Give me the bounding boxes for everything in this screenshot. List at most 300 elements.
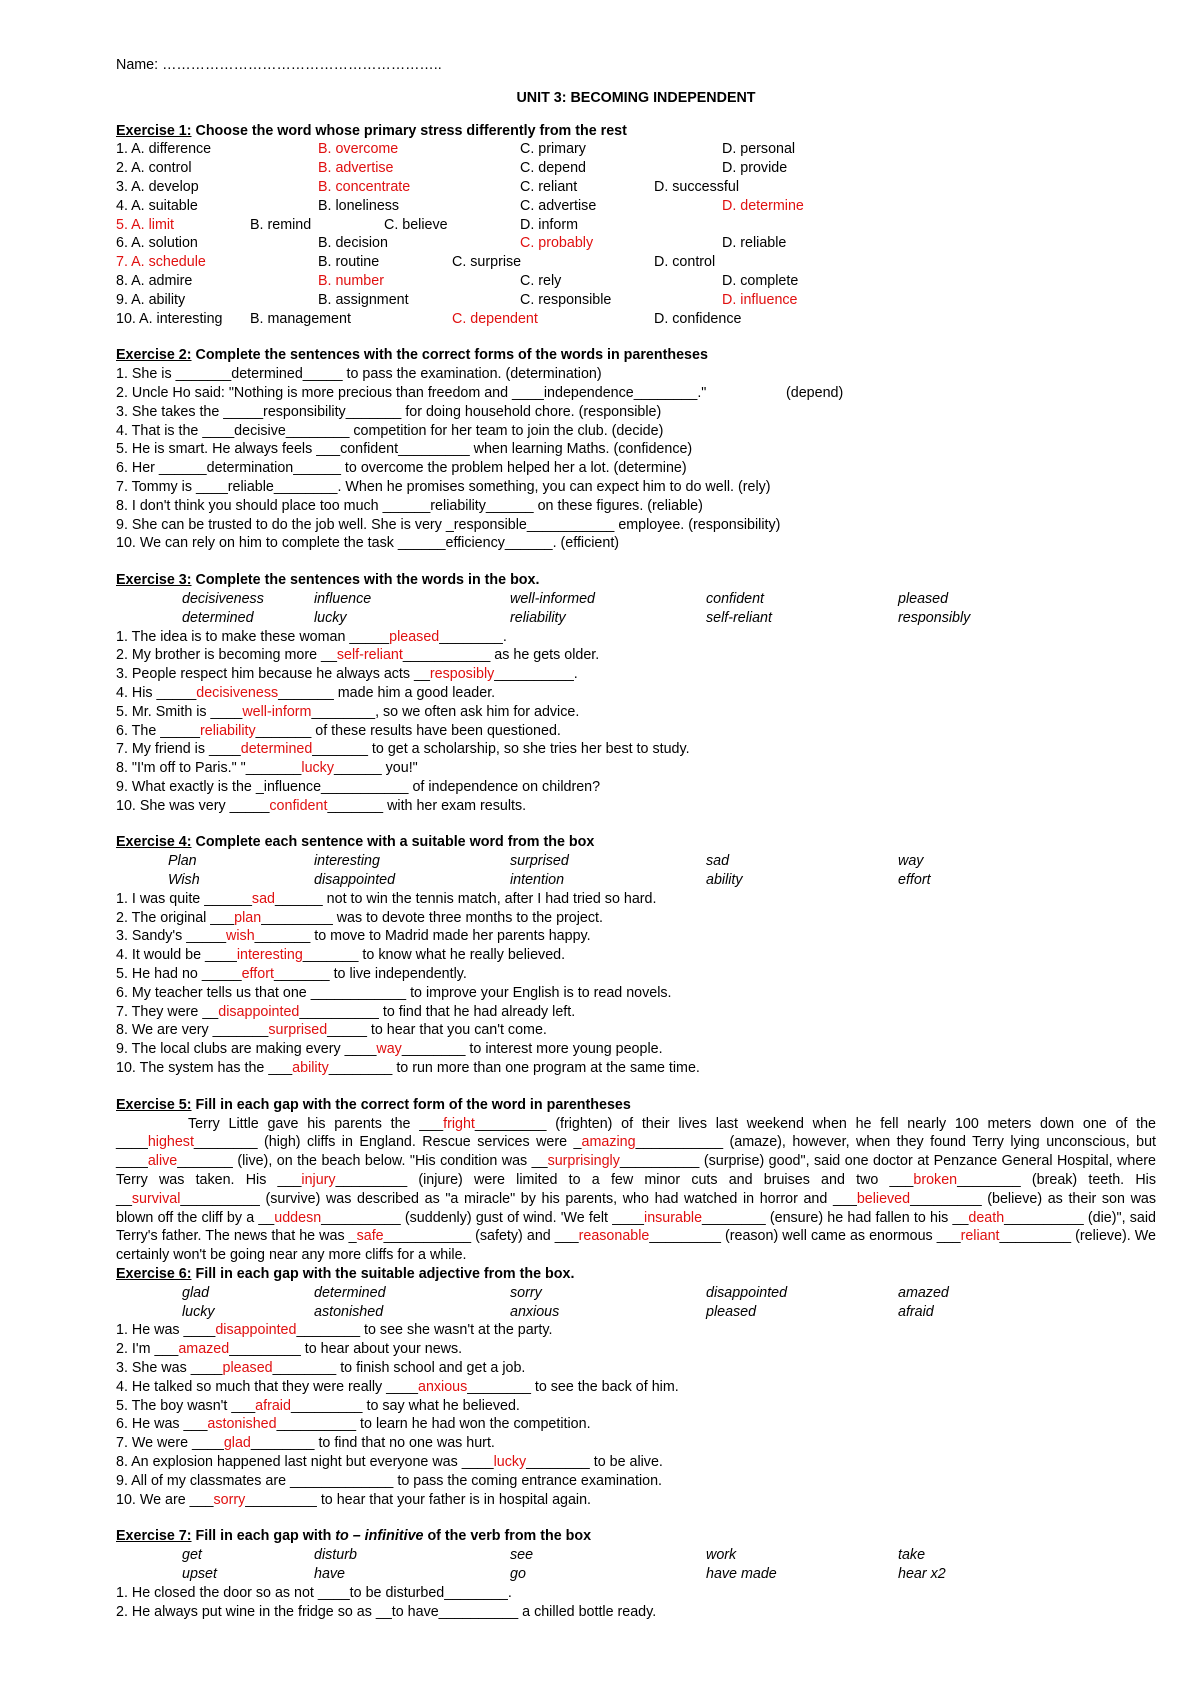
- ex5-passage: [116, 1115, 1156, 1265]
- ex2-sentence-text: 7. Tommy is ____reliable________. When he promises something, you can expect him to do well. (rely): [116, 478, 771, 495]
- ex3-sentence-start: 10. She was very _____: [116, 797, 270, 814]
- ex3-box-row: [116, 590, 1156, 609]
- ex1-option-d: D. control: [654, 254, 716, 271]
- ex5-text: ________ (break) teeth. His __: [116, 1172, 1156, 1207]
- ex3-box-word: self-reliant: [706, 609, 772, 626]
- ex7-box-word: have made: [706, 1565, 777, 1582]
- ex6-sentence: [116, 1359, 1156, 1378]
- ex6-box-word: determined: [314, 1284, 386, 1301]
- ex3-box-word: lucky: [314, 609, 347, 626]
- ex5-text: __________ (surprise) good", said one doctor at Penzance General Hospital, where Terry was taken. His ___: [116, 1153, 1157, 1189]
- ex6-sentence-start: 4. He talked so much that they were really ____: [116, 1378, 418, 1395]
- ex1-question-row: [116, 216, 1156, 235]
- ex2-sentence-text: 1. She is _______determined_____ to pass the examination. (determination): [116, 366, 602, 383]
- ex4-box-word: interesting: [314, 853, 380, 870]
- ex2-heading: [116, 346, 1156, 365]
- ex1-option-a: 3. A. develop: [116, 178, 199, 195]
- ex3-sentence-start: 7. My friend is ____: [116, 741, 241, 758]
- ex6-word-box: [116, 1284, 1156, 1322]
- ex1-option-b: B. advertise: [318, 160, 394, 177]
- ex3-sentence: [116, 628, 1156, 647]
- ex4-sentence-end: _______ to live independently.: [273, 966, 467, 983]
- ex6-sentence: [116, 1340, 1156, 1359]
- ex1-option-a: 1. A. difference: [116, 141, 212, 158]
- ex5-text: ________ (ensure) he had fallen to his __: [702, 1209, 969, 1226]
- ex3-sentence: [116, 684, 1156, 703]
- ex2-label: Exercise 2:: [116, 347, 192, 364]
- ex1-question-row: [116, 178, 1156, 197]
- ex4-sentence-start: 10. The system has the ___: [116, 1060, 293, 1077]
- ex5-answer: amazing: [581, 1134, 636, 1151]
- ex7-box-word: take: [898, 1547, 926, 1564]
- ex2-instruction: Complete the sentences with the correct forms of the words in parentheses: [191, 347, 708, 364]
- ex7-box-word: work: [706, 1547, 737, 1564]
- ex4-label: Exercise 4:: [116, 834, 192, 851]
- ex7-word-box: [116, 1546, 1156, 1584]
- ex6-sentence-start: 5. The boy wasn't ___: [116, 1397, 256, 1414]
- ex1-question-row: [116, 197, 1156, 216]
- ex1-option-b: B. number: [318, 272, 384, 289]
- ex4-sentence-start: 2. The original ___: [116, 909, 235, 926]
- ex6-box-row: [116, 1284, 1156, 1303]
- ex1-option-a: 7. A. schedule: [116, 254, 206, 271]
- ex6-box-word: lucky: [182, 1303, 215, 1320]
- ex1-option-c: C. primary: [520, 141, 586, 158]
- ex1-option-b: B. remind: [250, 216, 312, 233]
- ex7-box-word: hear x2: [898, 1565, 946, 1582]
- ex3-box-word: reliability: [510, 609, 566, 626]
- ex5-answer: highest: [147, 1134, 194, 1151]
- ex6-box-word: sorry: [510, 1284, 542, 1301]
- ex6-sentence-end: ________ to find that no one was hurt.: [250, 1435, 495, 1452]
- ex1-instruction: Choose the word whose primary stress differently from the rest: [191, 122, 627, 139]
- ex2-sentence-text: 9. She can be trusted to do the job well. She is very _responsible___________ employee. (responsibility): [116, 516, 781, 533]
- ex4-answer: effort: [241, 966, 274, 983]
- ex1-option-c: C. responsible: [520, 291, 612, 308]
- ex2-sentence: [116, 440, 1156, 459]
- ex6-sentence-end: _________ to hear about your news.: [229, 1341, 463, 1358]
- ex2-sentence-text: 5. He is smart. He always feels ___confident_________ when learning Maths. (confidence): [116, 441, 693, 458]
- ex4-answer: way: [376, 1041, 402, 1058]
- ex1-option-c: C. surprise: [452, 254, 522, 271]
- ex6-box-row: [116, 1303, 1156, 1322]
- ex5-heading: [116, 1096, 1156, 1115]
- ex4-box-word: intention: [510, 872, 565, 889]
- ex6-sentence-start: 8. An explosion happened last night but everyone was ____: [116, 1453, 494, 1470]
- ex3-sentence: [116, 665, 1156, 684]
- ex6-answer: sorry: [213, 1491, 246, 1508]
- ex5-label: Exercise 5:: [116, 1096, 192, 1113]
- ex3-box-word: pleased: [898, 590, 949, 607]
- ex3-sentence-end: ______ you!": [333, 760, 418, 777]
- ex6-box-word: amazed: [898, 1284, 949, 1301]
- ex3-box-word: responsibly: [898, 609, 971, 626]
- ex3-sentence: [116, 740, 1156, 759]
- ex4-list: [116, 890, 1156, 1078]
- ex3-box-word: determined: [182, 609, 254, 626]
- ex3-sentence-end: __________.: [494, 666, 578, 683]
- ex5-text: _________ (reason) well came as enormous ___: [649, 1228, 961, 1245]
- ex1-question-row: [116, 234, 1156, 253]
- ex3-answer: resposibly: [429, 666, 495, 683]
- ex5-text: ___________ (amaze), however, when they found Terry lying unconscious, but ____: [116, 1134, 1156, 1170]
- ex4-sentence-start: 3. Sandy's _____: [116, 928, 227, 945]
- ex3-sentence-end: ________.: [439, 628, 507, 645]
- ex7-box-word: have: [314, 1565, 346, 1582]
- ex7-instruction-a: Fill in each gap with: [191, 1528, 336, 1545]
- ex5-answer: believed: [856, 1190, 911, 1207]
- ex1-option-b: B. management: [250, 310, 351, 327]
- ex6-instruction: Fill in each gap with the suitable adjective from the box.: [191, 1266, 575, 1283]
- ex4-box-word: effort: [898, 872, 931, 889]
- ex1-option-c: C. reliant: [520, 178, 578, 195]
- ex3-answer: decisiveness: [196, 684, 279, 701]
- ex1-option-a: 6. A. solution: [116, 235, 198, 252]
- ex1-option-c: C. believe: [384, 216, 448, 233]
- ex7-instruction-c: of the verb from the box: [423, 1528, 592, 1545]
- ex6-sentence-start: 10. We are ___: [116, 1491, 214, 1508]
- ex4-sentence-start: 6. My teacher tells us that one ____________ to improve your English is to read novels.: [116, 984, 672, 1001]
- ex5-answer: uddesn: [274, 1209, 322, 1226]
- ex3-answer: reliability: [200, 722, 256, 739]
- ex1-option-b: B. routine: [318, 254, 380, 271]
- ex2-sentence-text: 10. We can rely on him to complete the task ______efficiency______. (efficient): [116, 535, 620, 552]
- ex3-sentence-end: ________, so we often ask him for advice.: [311, 703, 580, 720]
- ex1-option-b: B. assignment: [318, 291, 409, 308]
- ex1-option-d: D. complete: [722, 272, 799, 289]
- ex6-list: [116, 1321, 1156, 1509]
- ex5-text: _________ (believe) as their son was blown off the cliff by a __: [116, 1190, 1157, 1226]
- ex3-box-word: decisiveness: [182, 590, 264, 607]
- ex5-text: __________ (suddenly) gust of wind. 'We felt ____: [321, 1209, 645, 1226]
- ex5-text: _________ (relieve). We certainly won't be going near any more cliffs for a while.: [116, 1228, 1156, 1264]
- ex6-answer: astonished: [207, 1416, 277, 1433]
- ex2-sentence-text: 6. Her ______determination______ to overcome the problem helped her a lot. (determine): [116, 460, 687, 477]
- ex3-box-word: well-informed: [510, 590, 596, 607]
- ex4-answer: ability: [292, 1060, 329, 1077]
- ex1-option-a: 10. A. interesting: [116, 310, 223, 327]
- ex4-sentence: [116, 1021, 1156, 1040]
- ex4-sentence: [116, 1003, 1156, 1022]
- ex4-answer: interesting: [236, 947, 303, 964]
- ex1-question-row: [116, 310, 1156, 329]
- ex7-sentence-text: 2. He always put wine in the fridge so as __to have__________ a chilled bottle ready.: [116, 1603, 657, 1620]
- ex3-sentence-start: 1. The idea is to make these woman _____: [116, 628, 390, 645]
- ex5-answer: surprisingly: [547, 1153, 620, 1170]
- ex5-answer: alive: [147, 1153, 178, 1170]
- ex4-word-box: [116, 852, 1156, 890]
- ex5-answer: broken: [913, 1172, 958, 1189]
- ex3-answer: lucky: [301, 760, 334, 777]
- ex3-sentence-end: _______ of these results have been questioned.: [255, 722, 561, 739]
- ex3-instruction: Complete the sentences with the words in the box.: [191, 572, 540, 589]
- ex4-answer: surprised: [268, 1022, 328, 1039]
- ex2-sentence: [116, 478, 1156, 497]
- ex3-sentence-end: _______ with her exam results.: [327, 797, 527, 814]
- ex1-option-d: D. confidence: [654, 310, 742, 327]
- ex7-box-word: get: [182, 1547, 202, 1564]
- ex1-option-a: 8. A. admire: [116, 272, 193, 289]
- ex7-box-row: [116, 1565, 1156, 1584]
- ex1-question-row: [116, 272, 1156, 291]
- ex7-sentence: [116, 1584, 1156, 1603]
- ex3-sentence-start: 2. My brother is becoming more __: [116, 647, 337, 664]
- ex1-option-d: D. reliable: [722, 235, 787, 252]
- ex4-box-word: ability: [706, 872, 743, 889]
- ex6-sentence: [116, 1434, 1156, 1453]
- ex6-answer: afraid: [255, 1397, 291, 1414]
- ex4-sentence: [116, 1059, 1156, 1078]
- ex5-text: _________ (injure) were limited to a few minor cuts and bruises and two ___: [335, 1172, 914, 1189]
- ex1-option-c: C. advertise: [520, 197, 597, 214]
- ex5-text: ________ (high) cliffs in England. Rescue services were _: [193, 1134, 582, 1151]
- ex1-option-d: D. personal: [722, 141, 796, 158]
- ex7-list: [116, 1584, 1156, 1622]
- ex1-question-row: [116, 253, 1156, 272]
- ex2-sentence: [116, 365, 1156, 384]
- ex6-sentence-end: _________ to hear that your father is in hospital again.: [245, 1491, 592, 1508]
- ex2-sentence: [116, 459, 1156, 478]
- ex3-box-word: influence: [314, 590, 372, 607]
- ex1-option-b: B. concentrate: [318, 178, 411, 195]
- ex6-box-word: afraid: [898, 1303, 934, 1320]
- ex6-sentence-end: ________ to finish school and get a job.: [272, 1360, 526, 1376]
- ex1-option-a: 4. A. suitable: [116, 197, 198, 214]
- ex3-heading: [116, 571, 1156, 590]
- ex4-sentence-start: 7. They were __: [116, 1003, 219, 1020]
- ex6-box-word: astonished: [314, 1303, 384, 1320]
- ex5-answer: insurable: [644, 1209, 703, 1226]
- ex1-option-d: D. successful: [654, 178, 740, 195]
- ex4-box-word: surprised: [510, 853, 569, 870]
- ex5-answer: reliant: [960, 1228, 1000, 1245]
- ex3-sentence: [116, 797, 1156, 816]
- ex7-sentence-text: 1. He closed the door so as not ____to be disturbed________.: [116, 1584, 512, 1601]
- ex4-sentence-end: _______ to move to Madrid made her parents happy.: [254, 928, 591, 945]
- ex4-box-word: sad: [706, 853, 730, 870]
- ex2-sentence: [116, 534, 1156, 553]
- ex4-sentence: [116, 890, 1156, 909]
- ex7-box-row: [116, 1546, 1156, 1565]
- ex5-text: _________ (frighten) of their lives last weekend when he fell nearly 100 meters down one of the ____: [116, 1115, 1157, 1151]
- ex4-sentence-end: _____ to hear that you can't come.: [327, 1022, 547, 1039]
- ex3-sentence-end: ___________ as he gets older.: [402, 647, 600, 664]
- ex2-list: [116, 365, 1156, 553]
- ex3-answer: pleased: [389, 628, 440, 645]
- ex6-label: Exercise 6:: [116, 1266, 192, 1283]
- ex4-box-word: disappointed: [314, 872, 396, 889]
- ex6-sentence: [116, 1453, 1156, 1472]
- ex6-box-word: glad: [182, 1284, 210, 1301]
- ex1-question-row: [116, 159, 1156, 178]
- ex3-answer: self-reliant: [336, 647, 403, 664]
- ex4-answer: wish: [226, 928, 255, 945]
- ex4-sentence-end: __________ to find that he had already left.: [299, 1003, 576, 1020]
- ex4-box-word: Wish: [168, 872, 200, 889]
- ex1-option-c: C. probably: [520, 235, 594, 252]
- ex3-sentence-start: 5. Mr. Smith is ____: [116, 703, 243, 720]
- ex4-heading: [116, 833, 1156, 852]
- ex2-sentence: [116, 384, 1156, 403]
- ex6-answer: glad: [223, 1435, 251, 1452]
- ex4-sentence: [116, 965, 1156, 984]
- ex2-sentence-text: 4. That is the ____decisive________ competition for her team to join the club. (decide): [116, 422, 664, 439]
- ex6-answer: disappointed: [215, 1322, 297, 1339]
- name-line: Name: …………………………………………………..: [116, 57, 442, 73]
- ex4-sentence-start: 5. He had no _____: [116, 966, 242, 983]
- ex2-sentence-text: 8. I don't think you should place too much ______reliability______ on these figures. (reliable): [116, 497, 703, 514]
- ex1-label: Exercise 1:: [116, 122, 192, 139]
- ex3-sentence: [116, 703, 1156, 722]
- ex3-list: [116, 628, 1156, 816]
- ex1-option-c: C. rely: [520, 272, 562, 289]
- ex3-word-box: [116, 590, 1156, 628]
- ex4-answer: sad: [251, 890, 275, 907]
- ex6-sentence-start: 2. I'm ___: [116, 1341, 179, 1358]
- ex6-sentence-start: 7. We were ____: [116, 1435, 224, 1452]
- ex4-sentence: [116, 927, 1156, 946]
- ex5-answer: reasonable: [578, 1228, 650, 1245]
- ex6-sentence-end: _________ to say what he believed.: [290, 1397, 520, 1414]
- ex4-sentence-start: 9. The local clubs are making every ____: [116, 1041, 377, 1058]
- ex3-sentence: [116, 646, 1156, 665]
- ex6-sentence-end: ________ to see she wasn't at the party.: [296, 1322, 553, 1339]
- ex6-box-word: pleased: [706, 1303, 757, 1320]
- ex2-sentence: [116, 516, 1156, 535]
- ex2-sentence-text: 3. She takes the _____responsibility_______ for doing household chore. (responsible): [116, 403, 662, 420]
- ex3-sentence-end: _______ to get a scholarship, so she tries her best to study.: [312, 741, 690, 758]
- ex1-question-row: [116, 140, 1156, 159]
- ex5-text: __________ (survive) was described as "a miracle" by his parents, who had watched in horror and ___: [180, 1190, 857, 1207]
- ex1-option-b: B. loneliness: [318, 197, 400, 214]
- ex3-label: Exercise 3:: [116, 572, 192, 589]
- ex6-answer: lucky: [493, 1453, 527, 1470]
- ex1-option-b: B. overcome: [318, 141, 399, 158]
- ex2-sentence-text: 2. Uncle Ho said: "Nothing is more precious than freedom and ____independence________.": [116, 384, 707, 401]
- ex6-answer: amazed: [178, 1341, 230, 1358]
- ex1-heading: [116, 122, 1156, 141]
- ex7-box-word: see: [510, 1547, 534, 1564]
- ex4-box-word: way: [898, 853, 924, 870]
- ex5-text: ___________ (safety) and ___: [383, 1228, 579, 1245]
- ex7-box-word: go: [510, 1565, 526, 1582]
- ex6-sentence-end: ________ to be alive.: [526, 1453, 663, 1470]
- ex4-answer: plan: [234, 909, 262, 926]
- ex6-sentence: [116, 1472, 1156, 1491]
- ex6-answer: anxious: [418, 1378, 468, 1395]
- ex6-answer: pleased: [222, 1360, 273, 1376]
- ex3-sentence-start: 8. "I'm off to Paris." "_______: [116, 760, 302, 777]
- ex6-sentence: [116, 1321, 1156, 1340]
- ex3-sentence-start: 4. His _____: [116, 684, 197, 701]
- ex4-instruction: Complete each sentence with a suitable word from the box: [191, 834, 595, 851]
- ex4-sentence-end: ________ to run more than one program at the same time.: [328, 1060, 700, 1077]
- ex7-heading: [116, 1527, 1156, 1546]
- ex4-sentence-start: 4. It would be ____: [116, 947, 237, 964]
- ex5-instruction: Fill in each gap with the correct form of the word in parentheses: [191, 1096, 631, 1113]
- ex3-box-word: confident: [706, 590, 765, 607]
- ex1-option-b: B. decision: [318, 235, 388, 252]
- ex2-sentence: [116, 497, 1156, 516]
- ex1-option-a: 2. A. control: [116, 160, 192, 177]
- ex1-list: [116, 140, 1156, 328]
- ex6-sentence-end: __________ to learn he had won the competition.: [276, 1416, 591, 1433]
- ex3-box-row: [116, 609, 1156, 628]
- ex6-sentence-start: 3. She was ____: [116, 1360, 223, 1376]
- ex4-sentence-end: _______ to know what he really believed.: [302, 947, 566, 964]
- ex4-sentence-end: ______ not to win the tennis match, after I had tried so hard.: [274, 890, 657, 907]
- worksheet-page: [116, 56, 1156, 1621]
- ex1-option-a: 5. A. limit: [116, 216, 174, 233]
- ex1-question-row: [116, 291, 1156, 310]
- ex6-sentence-end: ________ to see the back of him.: [467, 1378, 679, 1395]
- ex1-option-d: D. influence: [722, 291, 798, 308]
- ex5-answer: fright: [443, 1115, 475, 1132]
- ex3-sentence: [116, 759, 1156, 778]
- ex7-box-word: disturb: [314, 1547, 357, 1564]
- ex2-sentence-hint: (depend): [786, 384, 844, 401]
- ex1-option-c: C. depend: [520, 160, 586, 177]
- ex2-sentence: [116, 422, 1156, 441]
- ex5-answer: survival: [131, 1190, 181, 1207]
- ex6-box-word: anxious: [510, 1303, 560, 1320]
- ex3-sentence-start: 9. What exactly is the _influence___________ of independence on children?: [116, 778, 601, 795]
- ex4-sentence-end: _________ was to devote three months to the project.: [261, 909, 603, 926]
- ex6-sentence-start: 9. All of my classmates are _____________ to pass the coming entrance examination.: [116, 1472, 662, 1489]
- ex6-sentence-start: 1. He was ____: [116, 1322, 216, 1339]
- ex5-text: Terry Little gave his parents the ___: [188, 1115, 444, 1132]
- ex4-sentence: [116, 946, 1156, 965]
- ex7-sentence: [116, 1603, 1156, 1622]
- ex3-sentence-start: 3. People respect him because he always acts __: [116, 666, 430, 683]
- ex7-instruction-b: to – infinitive: [335, 1528, 424, 1545]
- ex2-sentence: [116, 403, 1156, 422]
- ex6-sentence: [116, 1378, 1156, 1397]
- ex4-sentence-end: ________ to interest more young people.: [401, 1041, 663, 1058]
- ex4-sentence: [116, 909, 1156, 928]
- ex1-option-a: 9. A. ability: [116, 291, 186, 308]
- ex6-sentence-start: 6. He was ___: [116, 1416, 208, 1433]
- ex3-sentence: [116, 778, 1156, 797]
- ex3-sentence-start: 6. The _____: [116, 722, 201, 739]
- ex4-sentence-start: 8. We are very _______: [116, 1022, 269, 1039]
- ex1-option-c: C. dependent: [452, 310, 538, 327]
- ex3-answer: determined: [240, 741, 313, 758]
- page-title: UNIT 3: BECOMING INDEPENDENT: [516, 89, 756, 106]
- ex4-answer: disappointed: [218, 1003, 300, 1020]
- ex3-sentence-end: _______ made him a good leader.: [278, 684, 496, 701]
- ex1-option-d: D. determine: [722, 197, 804, 214]
- ex5-answer: death: [968, 1209, 1005, 1226]
- ex6-box-word: disappointed: [706, 1284, 788, 1301]
- ex5-text: __________ (die)", said Terry's father. The news that he was _: [116, 1209, 1156, 1245]
- ex4-sentence: [116, 984, 1156, 1003]
- ex6-sentence: [116, 1415, 1156, 1434]
- ex4-sentence: [116, 1040, 1156, 1059]
- ex4-box-row: [116, 871, 1156, 890]
- ex7-box-word: upset: [182, 1565, 217, 1582]
- ex3-answer: well-inform: [242, 703, 312, 720]
- ex6-heading: [116, 1265, 1156, 1284]
- ex3-sentence: [116, 722, 1156, 741]
- ex4-box-word: Plan: [168, 853, 197, 870]
- ex6-sentence: [116, 1397, 1156, 1416]
- ex5-answer: safe: [356, 1228, 384, 1245]
- ex4-box-row: [116, 852, 1156, 871]
- ex6-sentence: [116, 1491, 1156, 1510]
- ex5-text: _______ (live), on the beach below. "His condition was __: [177, 1153, 548, 1170]
- ex5-answer: injury: [301, 1172, 336, 1189]
